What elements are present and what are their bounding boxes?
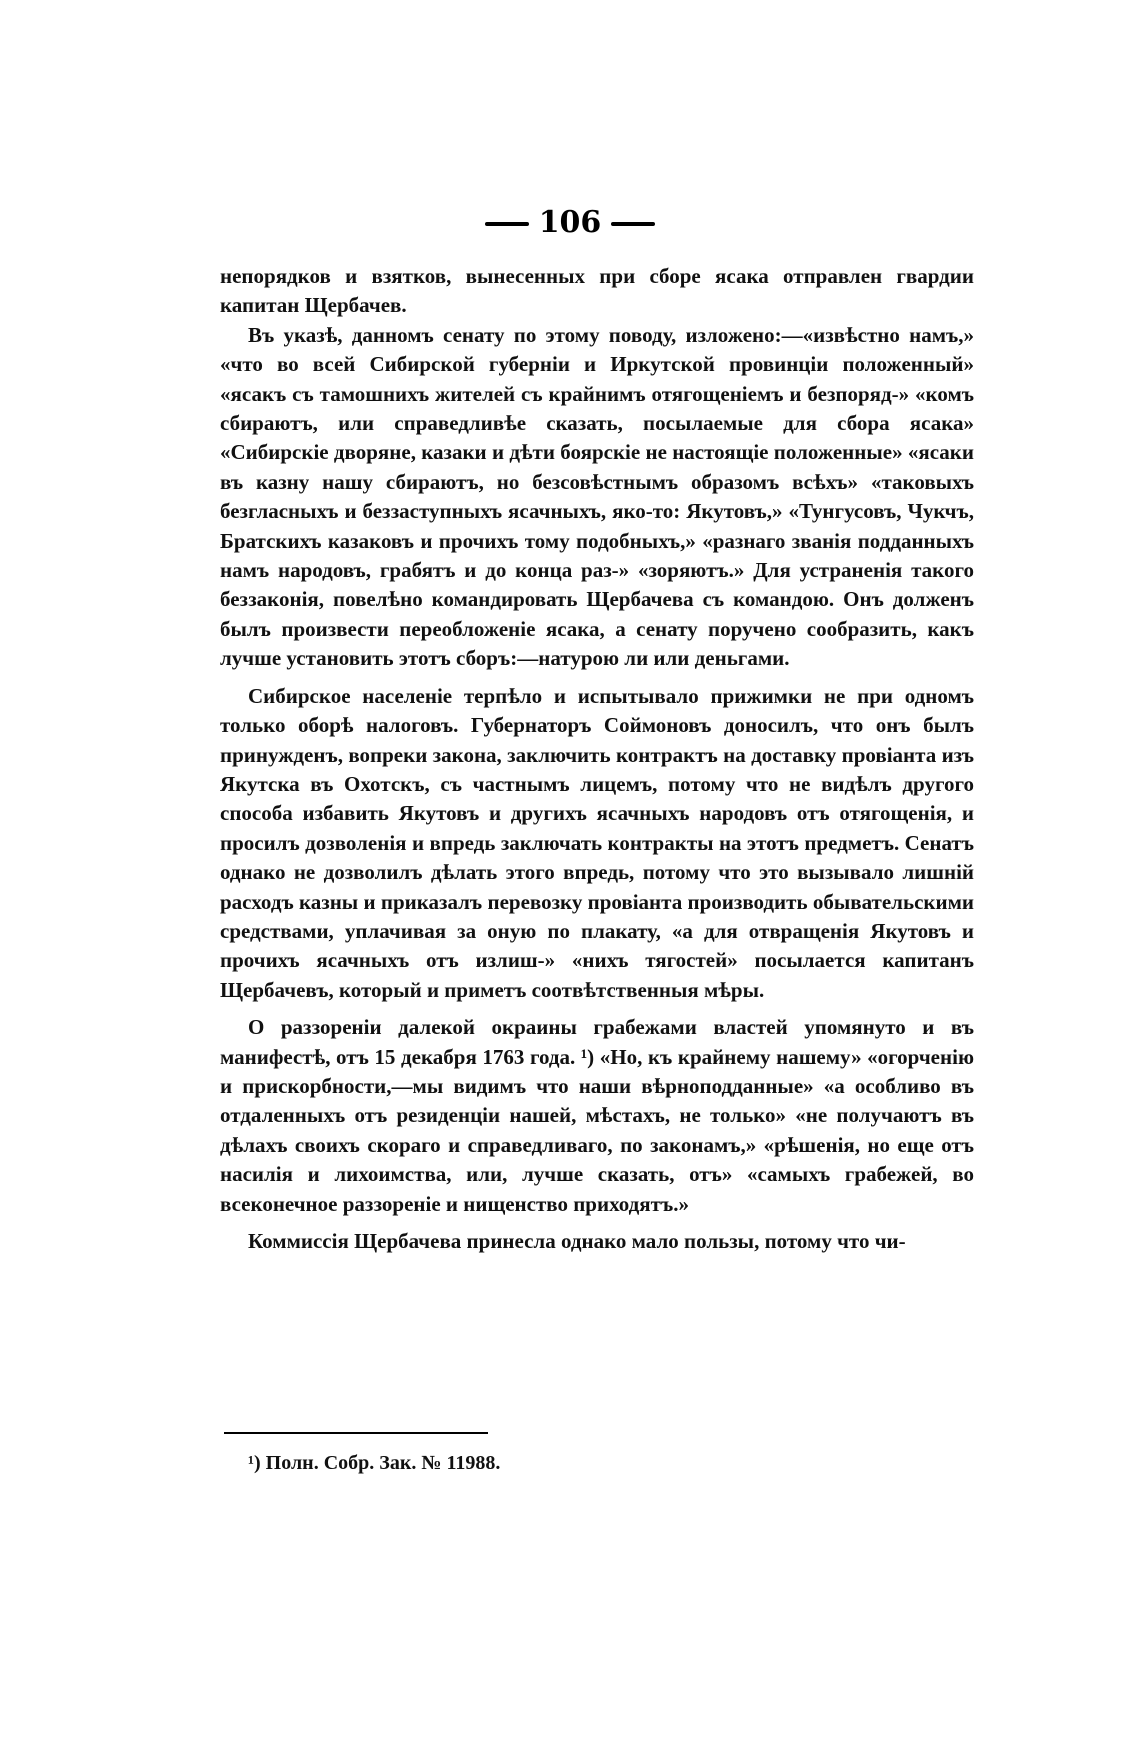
body-text <box>220 262 974 1256</box>
page-number: 106 <box>538 205 602 240</box>
page-header <box>0 205 1140 240</box>
footnote-divider <box>224 1432 488 1434</box>
paragraph: непорядков и взятков, вынесенных при сборе ясака отправлен гвардии капитан Щербачев. <box>220 264 974 318</box>
ornament-left <box>485 222 529 226</box>
paragraph: Въ указѣ, данномъ сенату по этому поводу, изложено:—«извѣстно намъ,» «что во всей Сибирской губерніи и Иркутской провинціи положенный» «ясакъ съ тамошнихъ жителей съ крайнимъ отягощеніемъ и безпоряд-» «комъ сбираютъ, или справедливѣе сказать, посылаемые для сбора ясака» «Сибирскіе дворяне, казаки и дѣти боярскіе не настоящіе положенные» «ясаки въ казну нашу сбираютъ, но безсовѣстнымъ образомъ всѣхъ» «таковыхъ безгласныхъ и беззаступныхъ ясачныхъ, яко-то: Якутовъ,» «Тунгусовъ, Чукчъ, Братскихъ казаковъ и прочихъ тому подобныхъ,» «разнаго званія подданныхъ намъ народовъ, грабятъ и до конца раз-» «зоряютъ.» Для устраненія такого беззаконія, повелѣно командировать Щербачева съ командою. Онъ долженъ былъ произвести переобложеніе ясака, а сенату поручено сообразить, какъ лучше установить этотъ сборъ:—натурою ли или деньгами. <box>220 322 974 671</box>
paragraph: О раззореніи далекой окраины грабежами властей упомянуто и въ манифестѣ, отъ 15 декабря 1763 года. ¹) «Но, къ крайнему нашему» «огорченію и прискорбности,—мы видимъ что наши вѣрноподданные» «а особливо въ отдаленныхъ отъ резиденціи нашей, мѣстахъ, не только» «не получаютъ въ дѣлахъ своихъ скораго и справедливаго, по законамъ,» «рѣшенія, но еще отъ насилія и лихоимства, или, лучше сказать, отъ» «самыхъ грабежей, во всеконечное раззореніе и нищенство приходятъ.» <box>220 1015 974 1216</box>
paragraph: Сибирское населеніе терпѣло и испытывало прижимки не при одномъ только оборѣ налоговъ. Губернаторъ Соймоновъ доносилъ, что онъ былъ принужденъ, вопреки закона, заключить контрактъ на доставку провіанта изъ Якутска въ Охотскъ, съ частнымъ лицемъ, потому что не видѣлъ другого способа избавить Якутовъ и другихъ ясачныхъ народовъ отъ отягощенія, и просилъ дозволенія и впредь заключать контракты на этотъ предметъ. Сенатъ однако не дозволилъ дѣлать этого впредь, потому что это вызывало лишній расходъ казны и приказалъ перевозку провіанта производить обывательскими средствами, уплачивая за оную по плакату, «а для отвращенія Якутовъ и прочихъ ясачныхъ отъ излиш-» «нихъ тягостей» посылается капитанъ Щербачевъ, который и приметъ соотвѣтственныя мѣры. <box>220 683 974 1002</box>
paragraph: Коммиссія Щербачева принесла однако мало пользы, потому что чи- <box>248 1229 906 1253</box>
footnote: ¹) Полн. Собр. Зак. № 11988. <box>248 1452 501 1474</box>
ornament-right <box>611 222 655 226</box>
